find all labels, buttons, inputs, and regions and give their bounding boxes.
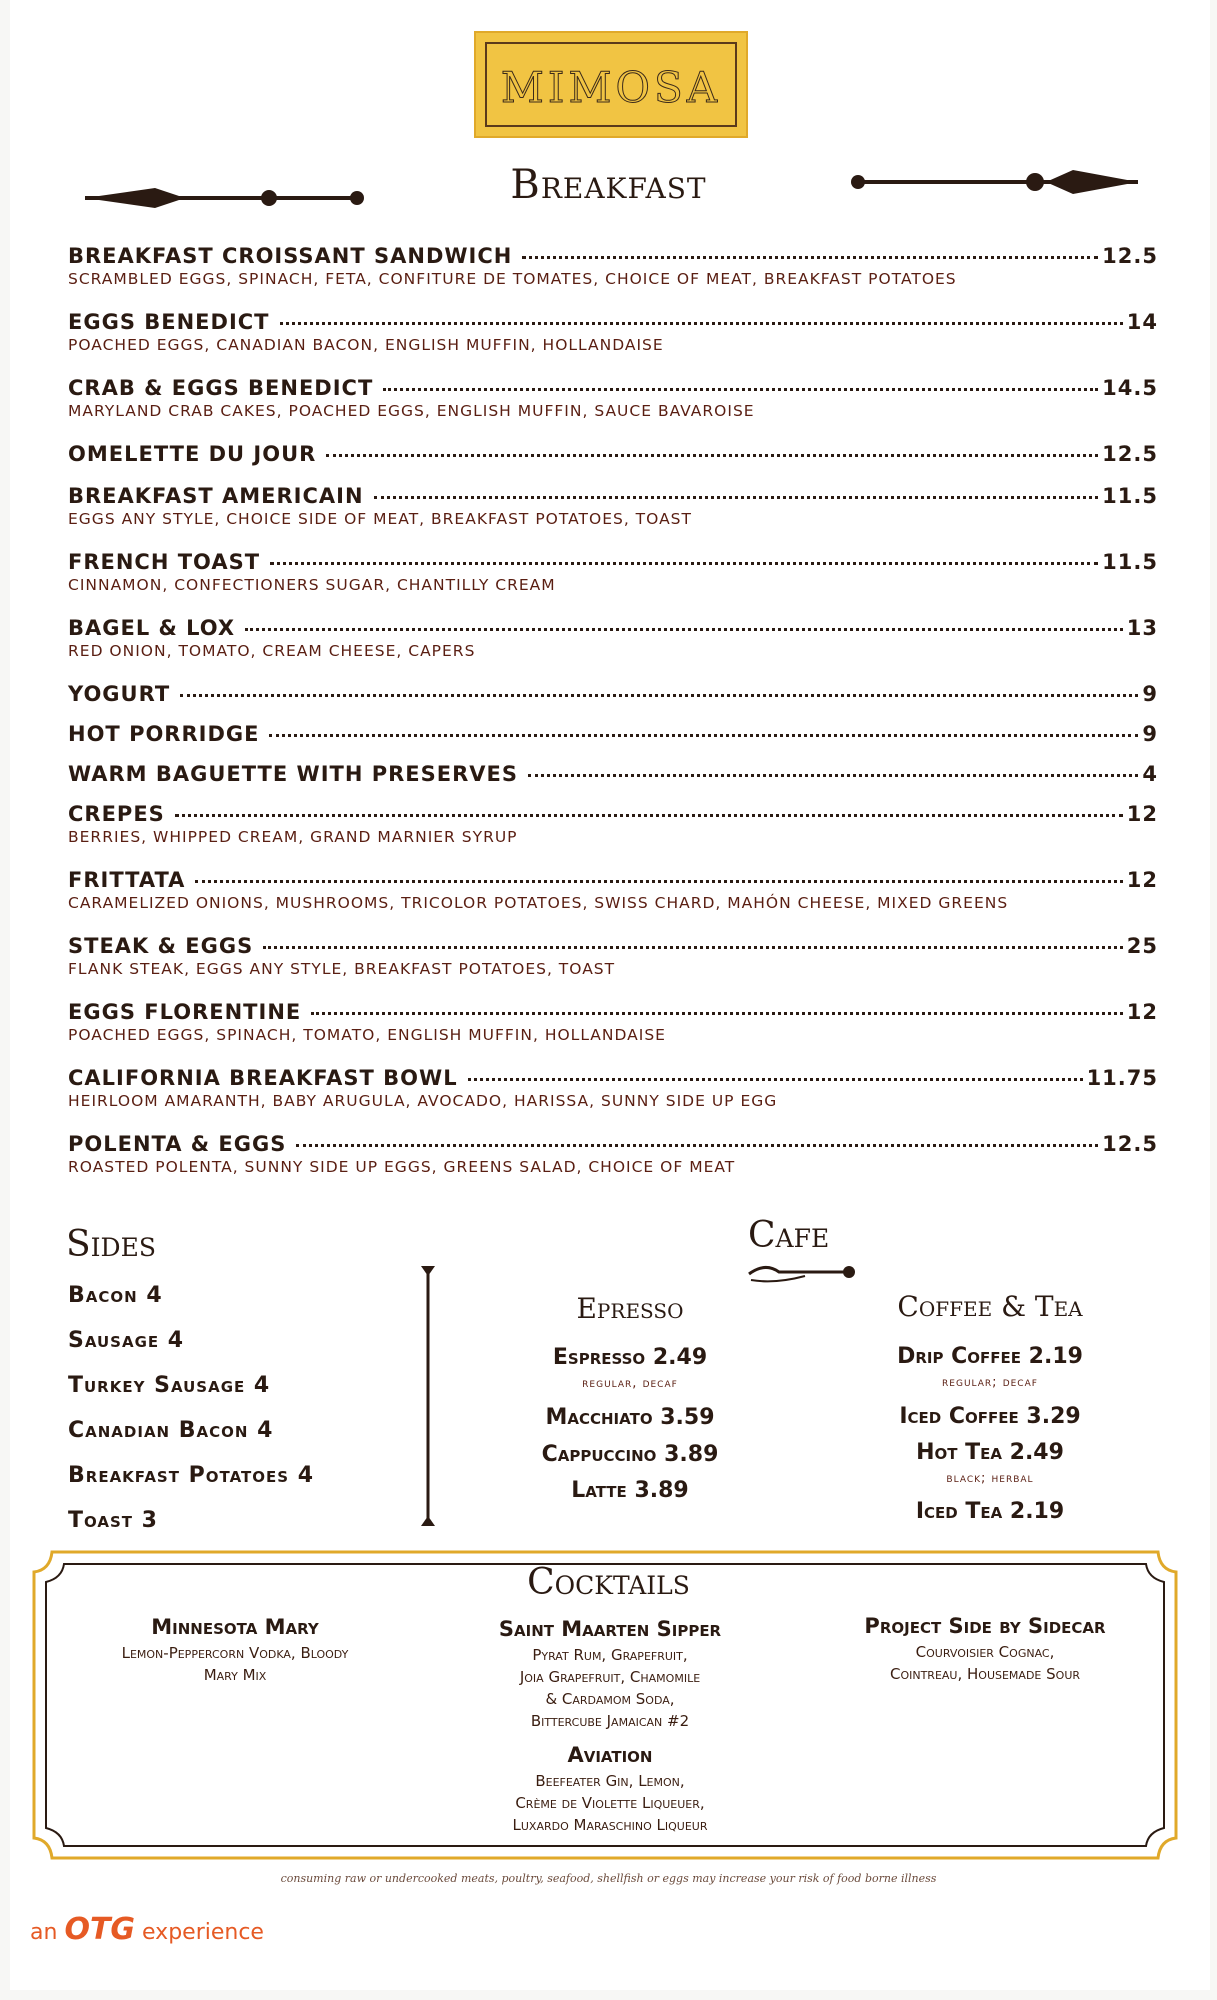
menu-item — [68, 1066, 1158, 1110]
dot-leader — [180, 694, 1138, 697]
item-price: 11.5 — [1102, 550, 1158, 574]
cafe-item: Cappuccino 3.89 — [541, 1442, 719, 1467]
brand-prefix: an — [30, 1920, 58, 1945]
cocktail-desc — [430, 1770, 790, 1836]
dot-leader — [269, 734, 1138, 737]
dot-leader — [468, 1078, 1083, 1081]
cafe-title: Cafe — [748, 1215, 830, 1256]
side-item: Breakfast Potatoes 4 — [68, 1463, 315, 1488]
item-name: BREAKFAST AMERICAIN — [68, 484, 364, 508]
cocktail-desc-line: Pyrat Rum, Grapefruit, — [532, 1646, 688, 1664]
item-desc: EGGS ANY STYLE, CHOICE SIDE OF MEAT, BREAKFAST POTATOES, TOAST — [68, 510, 692, 528]
item-name: EGGS BENEDICT — [68, 310, 270, 334]
item-desc: BERRIES, WHIPPED CREAM, GRAND MARNIER SYRUP — [68, 828, 518, 846]
cafe-item: Iced Tea 2.19 — [915, 1499, 1065, 1524]
item-desc: SCRAMBLED EGGS, SPINACH, FETA, CONFITURE DE TOMATES, CHOICE OF MEAT, BREAKFAST POTATOES — [68, 270, 957, 288]
cocktail-desc-line: Crème de Violette Liqueuer, — [515, 1794, 705, 1812]
menu-item — [68, 376, 1158, 420]
item-name: HOT PORRIDGE — [68, 722, 260, 746]
cafe-item: Hot Tea 2.49 — [916, 1440, 1064, 1465]
side-item: Sausage 4 — [68, 1328, 185, 1353]
cocktails-title: Cocktails — [527, 1562, 690, 1603]
cafe-item-sub: black; herbal — [946, 1471, 1034, 1486]
dot-leader — [280, 322, 1123, 325]
cafe-item: Drip Coffee 2.19 — [897, 1344, 1083, 1369]
item-name: BAGEL & LOX — [68, 616, 236, 640]
cocktail-desc-line: Beefeater Gin, Lemon, — [535, 1772, 685, 1790]
cocktail-name: Aviation — [567, 1743, 653, 1767]
item-desc: CARAMELIZED ONIONS, MUSHROOMS, TRICOLOR POTATOES, SWISS CHARD, MAHÓN CHEESE, MIXED GREENS — [68, 894, 1009, 912]
item-name: BREAKFAST CROISSANT SANDWICH — [68, 244, 513, 268]
menu-item — [68, 310, 1158, 354]
menu-item — [68, 682, 1158, 706]
cocktail-name: Minnesota Mary — [151, 1615, 319, 1639]
cafe-item-sub: regular, decaf — [582, 1376, 678, 1391]
dot-leader — [383, 388, 1098, 391]
logo-text: MIMOSA — [500, 63, 722, 112]
side-item: Canadian Bacon 4 — [68, 1418, 274, 1443]
menu-item — [68, 442, 1158, 466]
otg-logo: OTG — [64, 1912, 136, 1947]
item-price: 12.5 — [1102, 442, 1158, 466]
espresso-title: Epresso — [576, 1292, 684, 1325]
cocktail-desc-line: Luxardo Maraschino Liqueur — [512, 1816, 708, 1834]
item-price: 25 — [1126, 934, 1158, 958]
dot-leader — [296, 1144, 1098, 1147]
item-price: 4 — [1142, 762, 1158, 786]
dot-leader — [270, 562, 1098, 565]
menu-item — [68, 762, 1158, 786]
item-desc: FLANK STEAK, EGGS ANY STYLE, BREAKFAST POTATOES, TOAST — [68, 960, 616, 978]
menu-item — [68, 484, 1158, 528]
cocktail-desc-line: Joia Grapefruit, Chamomile — [519, 1668, 701, 1686]
coffee-tea-title: Coffee & Tea — [897, 1290, 1083, 1323]
side-item: Toast 3 — [68, 1508, 158, 1533]
item-name: EGGS FLORENTINE — [68, 1000, 302, 1024]
cocktail-desc-line: Bittercube Jamaican #2 — [530, 1712, 690, 1730]
item-name: FRENCH TOAST — [68, 550, 261, 574]
item-name: FRITTATA — [68, 868, 186, 892]
item-price: 11.5 — [1102, 484, 1158, 508]
dot-leader — [522, 256, 1098, 259]
item-price: 13 — [1126, 616, 1158, 640]
menu-item — [68, 550, 1158, 594]
cocktail-name: Project Side by Sidecar — [864, 1614, 1106, 1638]
cocktail-desc — [430, 1644, 790, 1732]
dot-leader — [528, 774, 1138, 777]
item-price: 12 — [1126, 1000, 1158, 1024]
menu-item — [68, 616, 1158, 660]
dot-leader — [326, 454, 1098, 457]
item-name: CALIFORNIA BREAKFAST BOWL — [68, 1066, 458, 1090]
item-price: 12.5 — [1102, 244, 1158, 268]
item-price: 12 — [1126, 868, 1158, 892]
item-desc: RED ONION, TOMATO, CREAM CHEESE, CAPERS — [68, 642, 476, 660]
item-desc: HEIRLOOM AMARANTH, BABY ARUGULA, AVOCADO, HARISSA, SUNNY SIDE UP EGG — [68, 1092, 778, 1110]
cafe-item: Iced Coffee 3.29 — [899, 1404, 1081, 1429]
cocktail-desc-line: Mary Mix — [203, 1666, 267, 1684]
cocktail-desc-line: Cointreau, Housemade Sour — [889, 1665, 1081, 1683]
item-desc: POACHED EGGS, CANADIAN BACON, ENGLISH MUFFIN, HOLLANDAISE — [68, 336, 664, 354]
food-safety-note: consuming raw or undercooked meats, poultry, seafood, shellfish or eggs may increase your risk of food borne illness — [280, 1872, 937, 1885]
cocktail-desc — [800, 1641, 1170, 1685]
item-name: POLENTA & EGGS — [68, 1132, 287, 1156]
item-name: YOGURT — [68, 682, 171, 706]
cocktail-desc — [60, 1642, 410, 1686]
cafe-item: Macchiato 3.59 — [545, 1405, 715, 1430]
dot-leader — [245, 628, 1123, 631]
item-desc: CINNAMON, CONFECTIONERS SUGAR, CHANTILLY CREAM — [68, 576, 556, 594]
dot-leader — [195, 880, 1122, 883]
menu-item — [68, 1132, 1158, 1176]
cocktail-name: Saint Maarten Sipper — [498, 1617, 722, 1641]
dot-leader — [311, 1012, 1123, 1015]
item-desc: MARYLAND CRAB CAKES, POACHED EGGS, ENGLISH MUFFIN, SAUCE BAVAROISE — [68, 402, 755, 420]
cocktail-desc-line: Lemon-Peppercorn Vodka, Bloody — [121, 1644, 349, 1662]
mimosa-logo — [474, 31, 748, 138]
menu-item — [68, 244, 1158, 288]
right-ornament-icon — [848, 164, 1143, 200]
item-price: 9 — [1142, 682, 1158, 706]
breakfast-title: Breakfast — [510, 162, 707, 208]
item-price: 14 — [1126, 310, 1158, 334]
item-desc: POACHED EGGS, SPINACH, TOMATO, ENGLISH MUFFIN, HOLLANDAISE — [68, 1026, 666, 1044]
item-price: 12 — [1126, 802, 1158, 826]
menu-item — [68, 802, 1158, 846]
dot-leader — [374, 496, 1099, 499]
cafe-item-sub: regular; decaf — [942, 1375, 1038, 1390]
menu-item — [68, 934, 1158, 978]
item-price: 14.5 — [1102, 376, 1158, 400]
vertical-divider-icon — [418, 1262, 438, 1530]
item-name: CREPES — [68, 802, 165, 826]
item-price: 9 — [1142, 722, 1158, 746]
cocktail-desc-line: & Cardamom Soda, — [545, 1690, 675, 1708]
dot-leader — [263, 946, 1123, 949]
side-item: Turkey Sausage 4 — [68, 1373, 271, 1398]
cafe-item: Espresso 2.49 — [552, 1345, 708, 1370]
menu-item — [68, 1000, 1158, 1044]
side-item: Bacon 4 — [68, 1283, 163, 1308]
dot-leader — [175, 814, 1123, 817]
item-price: 12.5 — [1102, 1132, 1158, 1156]
brand-suffix: experience — [142, 1920, 264, 1945]
item-price: 11.75 — [1086, 1066, 1158, 1090]
cocktail-desc-line: Courvoisier Cognac, — [915, 1643, 1055, 1661]
cafe-item: Latte 3.89 — [571, 1478, 689, 1503]
item-desc: ROASTED POLENTA, SUNNY SIDE UP EGGS, GREENS SALAD, CHOICE OF MEAT — [68, 1158, 736, 1176]
item-name: STEAK & EGGS — [68, 934, 254, 958]
cafe-flourish-icon — [745, 1258, 860, 1288]
item-name: OMELETTE DU JOUR — [68, 442, 317, 466]
sides-title: Sides — [66, 1224, 156, 1265]
menu-item — [68, 722, 1158, 746]
item-name: CRAB & EGGS BENEDICT — [68, 376, 374, 400]
otg-brand — [30, 1912, 264, 1947]
menu-item — [68, 868, 1158, 912]
item-name: WARM BAGUETTE WITH PRESERVES — [68, 762, 518, 786]
